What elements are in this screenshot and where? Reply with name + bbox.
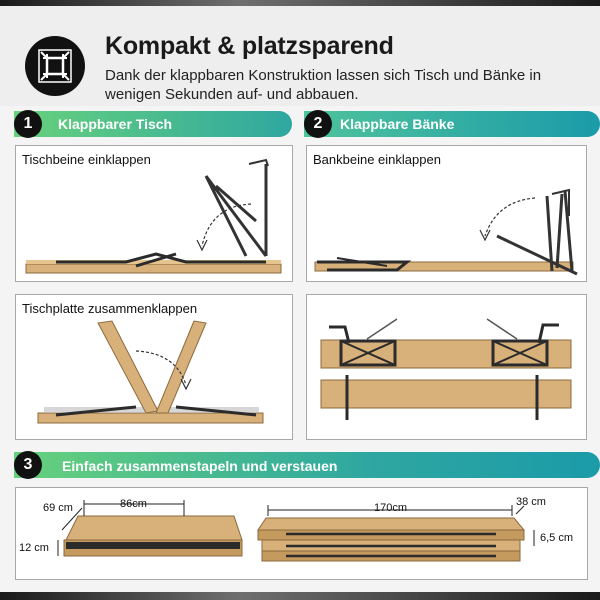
compress-arrows-icon xyxy=(25,36,85,96)
section-1-badge: 1 xyxy=(14,110,42,138)
panel-table-legs xyxy=(15,145,293,282)
panel-table-top-caption: Tischplatte zusammenklappen xyxy=(22,301,198,316)
panel-dimensions xyxy=(15,487,588,580)
dim-bench-depth: 38 cm xyxy=(516,496,546,508)
section-1-label: Klappbarer Tisch xyxy=(58,116,173,132)
benches-folded-illustration xyxy=(307,295,587,440)
page-title: Kompakt & platzsparend xyxy=(105,32,394,60)
dim-table-height: 12 cm xyxy=(19,542,49,554)
section-3-label: Einfach zusammenstapeln und verstauen xyxy=(62,458,338,474)
section-2-badge: 2 xyxy=(304,110,332,138)
dim-table-width: 86cm xyxy=(120,498,147,510)
page-subtitle: Dank der klappbaren Konstruktion lassen sich Tisch und Bänke in wenigen Sekunden auf- und abbauen. xyxy=(105,67,542,103)
header xyxy=(0,6,600,106)
panel-benches-folded xyxy=(306,294,587,440)
panel-table-top xyxy=(15,294,293,440)
panel-table-legs-caption: Tischbeine einklappen xyxy=(22,152,151,167)
panel-bench-legs xyxy=(306,145,587,282)
table-legs-illustration xyxy=(16,146,293,282)
panel-bench-legs-caption: Bankbeine einklappen xyxy=(313,152,441,167)
dim-bench-length: 170cm xyxy=(374,502,408,514)
bench-legs-illustration xyxy=(307,146,587,282)
bottom-decor-bar xyxy=(0,592,600,600)
section-3-badge: 3 xyxy=(14,451,42,479)
section-2-label: Klappbare Bänke xyxy=(340,116,455,132)
dim-bench-height: 6,5 cm xyxy=(540,532,574,544)
table-top-illustration xyxy=(16,295,293,440)
stacked-dimensions-illustration xyxy=(16,488,588,580)
dim-table-depth: 69 cm xyxy=(43,502,73,514)
